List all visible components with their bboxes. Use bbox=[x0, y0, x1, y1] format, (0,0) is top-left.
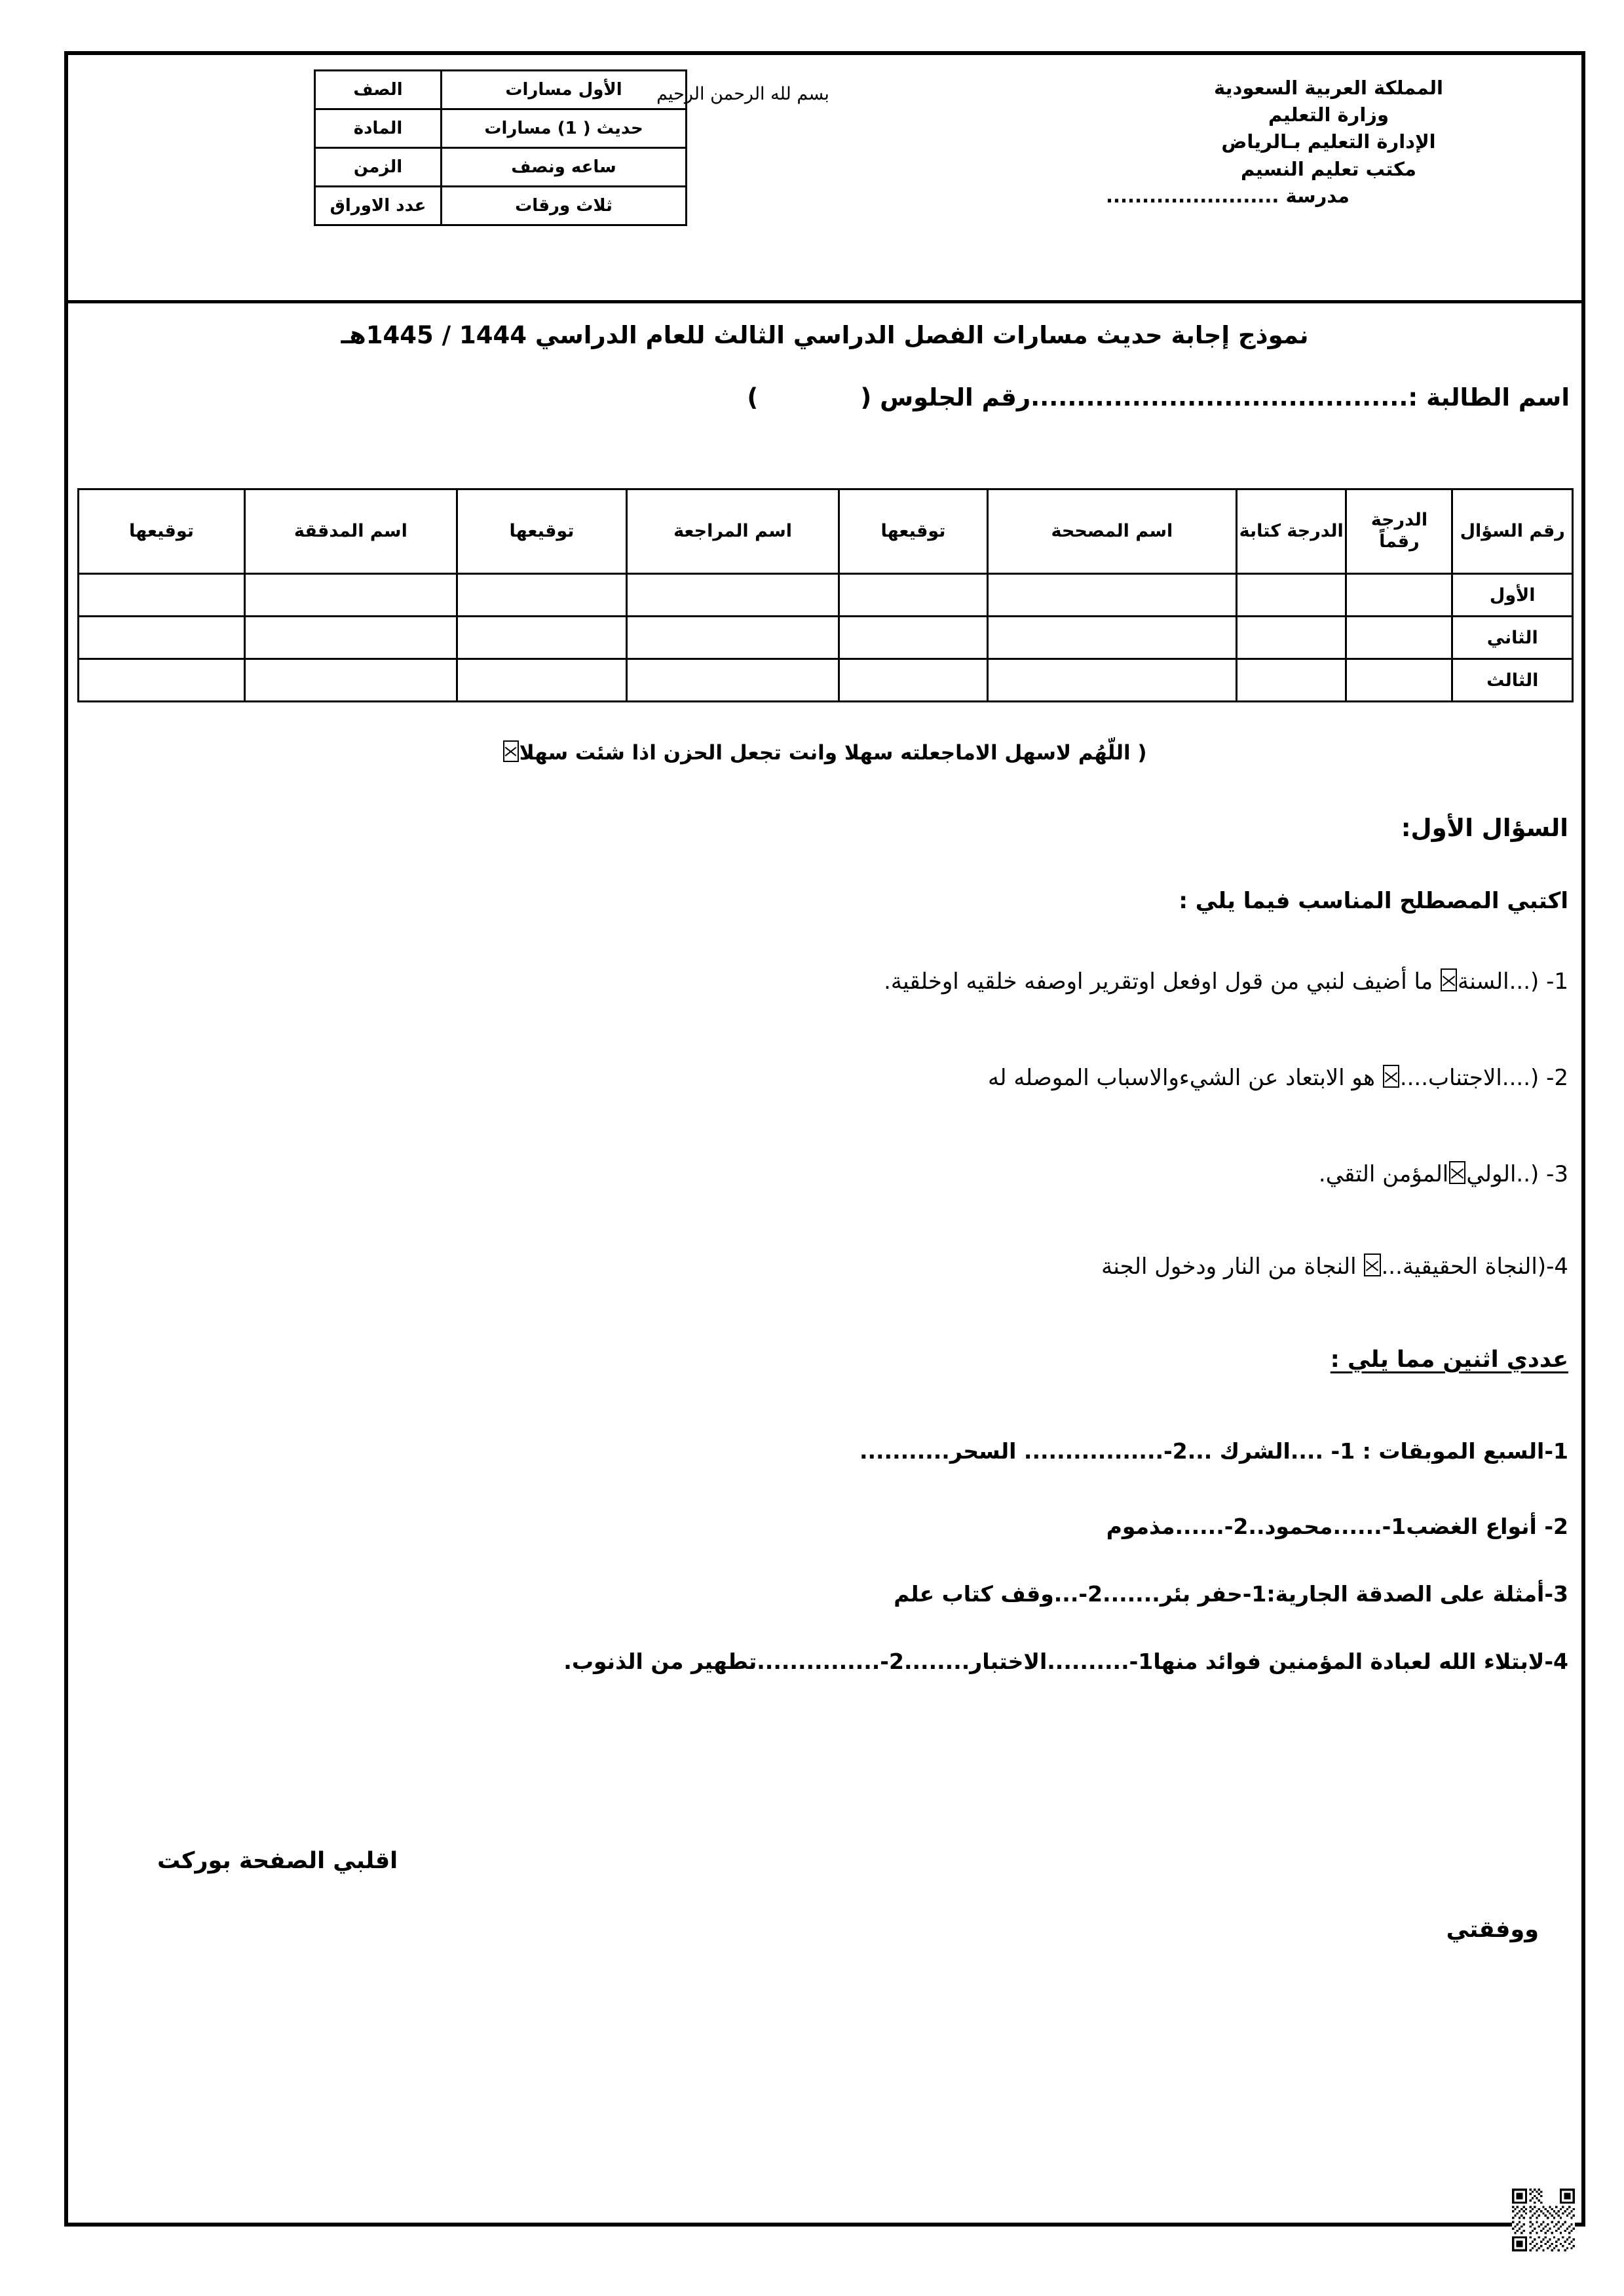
term-2-prefix: 2- (....الاجتناب.... bbox=[1399, 1065, 1568, 1092]
term-4-suffix: النجاة من النار ودخول الجنة bbox=[1101, 1253, 1364, 1280]
col-question-number: رقم السؤال bbox=[1452, 489, 1573, 574]
col-auditor-signature: توقيعها bbox=[79, 489, 245, 574]
count-item-1: 1-السبع الموبقات : 1- ....الشرك ...2-................. السحر........... bbox=[859, 1438, 1568, 1464]
missing-glyph-icon bbox=[1441, 968, 1457, 991]
cell-auditor-signature[interactable] bbox=[79, 659, 245, 702]
header-divider bbox=[68, 300, 1581, 303]
cell-marker-signature[interactable] bbox=[839, 617, 988, 659]
term-4-prefix: 4-(النجاة الحقيقية... bbox=[1381, 1253, 1568, 1280]
ministry-education: وزارة التعليم bbox=[1268, 104, 1389, 126]
id-label-pages: عدد الاوراق bbox=[315, 187, 442, 225]
exam-title: نموذج إجابة حديث مسارات الفصل الدراسي الثالث للعام الدراسي 1444 / 1445هـ bbox=[341, 321, 1309, 349]
cell-marker-signature[interactable] bbox=[839, 574, 988, 617]
count-item-2: 2- أنواع الغضب1-......محمود..2-......مذموم bbox=[1106, 1514, 1568, 1539]
cell-reviewer-name[interactable] bbox=[627, 617, 839, 659]
term-item-1 bbox=[68, 968, 1568, 995]
qr-code-icon bbox=[1512, 2189, 1575, 2251]
cell-marker-name[interactable] bbox=[987, 617, 1236, 659]
cell-reviewer-name[interactable] bbox=[627, 659, 839, 702]
id-value-pages: ثلاث ورقات bbox=[442, 187, 687, 225]
id-value-subject: حديث ( 1) مسارات bbox=[442, 109, 687, 148]
cell-grade-digit[interactable] bbox=[1346, 617, 1452, 659]
table-row bbox=[79, 617, 1573, 659]
col-reviewer-signature: توقيعها bbox=[457, 489, 626, 574]
dua-text bbox=[68, 740, 1581, 765]
ministry-directorate: الإدارة التعليم بـالرياض bbox=[1221, 130, 1436, 153]
dua-label: ( اللّهُم لاسهل الاماجعلته سهلا وانت تجعل الحزن اذا شئت سهلا bbox=[519, 740, 1147, 765]
table-row bbox=[315, 109, 687, 148]
ministry-office: مكتب تعليم النسيم bbox=[1241, 157, 1416, 180]
student-info-line bbox=[68, 383, 1581, 411]
cell-auditor-signature[interactable] bbox=[79, 574, 245, 617]
ministry-header bbox=[1099, 75, 1558, 210]
id-value-grade: الأول مسارات bbox=[442, 71, 687, 109]
cell-grade-written[interactable] bbox=[1237, 659, 1346, 702]
missing-glyph-icon bbox=[503, 740, 518, 762]
term-3-suffix: المؤمن التقي. bbox=[1318, 1161, 1449, 1188]
missing-glyph-icon bbox=[1383, 1065, 1399, 1088]
cell-auditor-name[interactable] bbox=[244, 574, 457, 617]
cell-marker-name[interactable] bbox=[987, 574, 1236, 617]
term-1-suffix: ما أضيف لنبي من قول اوفعل اوتقرير اوصفه خلقيه اوخلقية. bbox=[884, 968, 1440, 995]
cell-marker-name[interactable] bbox=[987, 659, 1236, 702]
cell-grade-written[interactable] bbox=[1237, 574, 1346, 617]
question-two-heading bbox=[68, 1347, 1568, 1373]
col-grade-written: الدرجة كتابة bbox=[1237, 489, 1346, 574]
id-label-time: الزمن bbox=[315, 148, 442, 187]
cell-auditor-name[interactable] bbox=[244, 659, 457, 702]
question-two-heading-label: عددي اثنين مما يلي : bbox=[1330, 1347, 1568, 1373]
good-luck-note: ووفقتي bbox=[1446, 1917, 1539, 1943]
question-one-title: السؤال الأول: bbox=[1401, 814, 1568, 842]
header-area bbox=[68, 55, 1581, 297]
cell-marker-signature[interactable] bbox=[839, 659, 988, 702]
term-3-prefix: 3- (..الولي bbox=[1466, 1161, 1568, 1188]
question-one-instruction: اكتبي المصطلح المناسب فيما يلي : bbox=[1179, 888, 1568, 914]
ministry-school: مدرسة ........................ bbox=[1106, 184, 1350, 207]
grading-table bbox=[77, 488, 1574, 702]
seat-close-paren: ) bbox=[747, 383, 759, 411]
col-grade-digit: الدرجة رقماً bbox=[1346, 489, 1452, 574]
cell-grade-digit[interactable] bbox=[1346, 659, 1452, 702]
student-name-label: اسم الطالبة :.........................................رقم الجلوس ( bbox=[860, 383, 1570, 411]
cell-auditor-signature[interactable] bbox=[79, 617, 245, 659]
term-item-4 bbox=[68, 1253, 1568, 1280]
table-row bbox=[315, 187, 687, 225]
col-reviewer-name: اسم المراجعة bbox=[627, 489, 839, 574]
cell-grade-digit[interactable] bbox=[1346, 574, 1452, 617]
col-marker-signature: توقيعها bbox=[839, 489, 988, 574]
cell-reviewer-signature[interactable] bbox=[457, 574, 626, 617]
missing-glyph-icon bbox=[1449, 1161, 1465, 1184]
cell-auditor-name[interactable] bbox=[244, 617, 457, 659]
cell-reviewer-signature[interactable] bbox=[457, 659, 626, 702]
table-row bbox=[79, 574, 1573, 617]
row-label-first: الأول bbox=[1452, 574, 1573, 617]
flip-page-note: اقلبي الصفحة بوركت bbox=[157, 1848, 398, 1874]
id-label-subject: المادة bbox=[315, 109, 442, 148]
row-label-second: الثاني bbox=[1452, 617, 1573, 659]
sheet-outer-border bbox=[64, 51, 1585, 2227]
id-label-grade: الصف bbox=[315, 71, 442, 109]
table-row bbox=[79, 659, 1573, 702]
col-marker-name: اسم المصححة bbox=[987, 489, 1236, 574]
table-row bbox=[315, 148, 687, 187]
table-header-row bbox=[79, 489, 1573, 574]
cell-reviewer-signature[interactable] bbox=[457, 617, 626, 659]
term-1-prefix: 1- (...السنة bbox=[1457, 968, 1568, 995]
cell-grade-written[interactable] bbox=[1237, 617, 1346, 659]
count-item-3: 3-أمثلة على الصدقة الجارية:1-حفر بئر.......2-...وقف كتاب علم bbox=[894, 1581, 1568, 1607]
missing-glyph-icon bbox=[1364, 1253, 1380, 1276]
ministry-kingdom: المملكة العربية السعودية bbox=[1214, 77, 1443, 99]
count-item-4: 4-لابتلاء الله لعبادة المؤمنين فوائد منها1-..........الاختبار........2-...............تطهير من الذنوب. bbox=[563, 1649, 1568, 1674]
cell-reviewer-name[interactable] bbox=[627, 574, 839, 617]
row-label-third: الثالث bbox=[1452, 659, 1573, 702]
basmala-text: بسم لله الرحمن الرحيم bbox=[656, 84, 829, 104]
term-item-2 bbox=[68, 1065, 1568, 1091]
term-2-suffix: هو الابتعاد عن الشيءوالاسباب الموصله له bbox=[987, 1065, 1382, 1092]
col-auditor-name: اسم المدققة bbox=[244, 489, 457, 574]
term-item-3 bbox=[68, 1161, 1568, 1187]
id-value-time: ساعه ونصف bbox=[442, 148, 687, 187]
